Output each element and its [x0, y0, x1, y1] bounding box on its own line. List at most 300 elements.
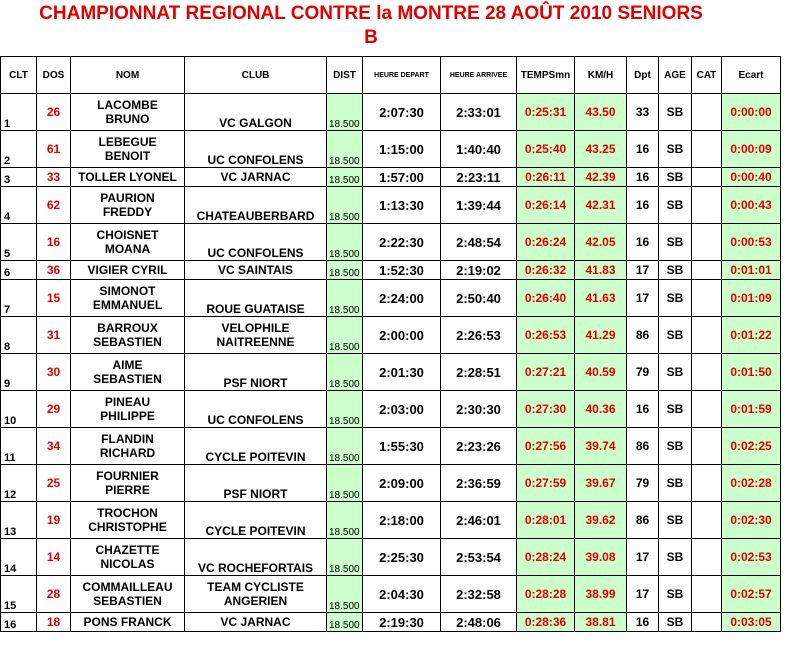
dos-value: 31: [46, 328, 61, 342]
table-row: [1, 465, 781, 502]
dpt-value: 16: [635, 142, 650, 156]
cell-age: [659, 168, 692, 187]
cell-dpt: [627, 280, 659, 317]
clt-value: 16: [4, 619, 17, 631]
table-row: [1, 317, 781, 354]
cell-dpt: [627, 576, 659, 613]
club-line1: UC CONFOLENS: [207, 246, 304, 260]
cell-dos: [37, 576, 71, 613]
age-value: SB: [666, 198, 684, 212]
dist-value: 18.500: [329, 527, 360, 538]
cell-cat: [692, 576, 722, 613]
cell-arrivee: [441, 391, 517, 428]
club-line1: ROUE GUATAISE: [206, 302, 305, 316]
dpt-value: 17: [635, 291, 650, 305]
cell-club: [185, 261, 327, 280]
cell-depart: [363, 576, 441, 613]
cell-kmh: [575, 428, 627, 465]
cell-club: [185, 168, 327, 187]
clt-value: 9: [4, 378, 11, 390]
nom-line2: PIERRE: [105, 483, 150, 497]
cell-age: [659, 187, 692, 224]
cell-ecart: [722, 354, 781, 391]
dos-value: 26: [46, 105, 61, 119]
arrivee-value: 1:40:40: [456, 141, 501, 157]
cell-club: [185, 280, 327, 317]
dos-value: 19: [46, 513, 61, 527]
cell-temps: [517, 465, 575, 502]
arrivee-value: 2:23:26: [456, 438, 501, 454]
cell-dos: [37, 465, 71, 502]
cell-dpt: [627, 539, 659, 576]
cell-age: [659, 224, 692, 261]
cell-dos: [37, 502, 71, 539]
nom-line1: COMMAILLEAU: [82, 580, 173, 594]
cell-clt: [1, 465, 37, 502]
depart-value: 2:18:00: [379, 512, 424, 528]
dpt-value: 17: [635, 263, 650, 277]
cell-cat: [692, 317, 722, 354]
club-line1: UC CONFOLENS: [207, 413, 304, 427]
cell-kmh: [575, 94, 627, 131]
cell-dpt: [627, 502, 659, 539]
depart-value: 2:07:30: [379, 104, 424, 120]
cell-dos: [37, 317, 71, 354]
nom-line2: SEBASTIEN: [93, 372, 162, 386]
cell-clt: [1, 539, 37, 576]
cell-club: [185, 317, 327, 354]
cell-kmh: [575, 613, 627, 632]
dpt-value: 16: [635, 235, 650, 249]
club-line1: VELOPHILE: [221, 321, 290, 335]
arrivee-value: 2:30:30: [456, 401, 501, 417]
cell-club: [185, 187, 327, 224]
cell-kmh: [575, 465, 627, 502]
age-value: SB: [666, 402, 684, 416]
cell-age: [659, 261, 692, 280]
cell-arrivee: [441, 576, 517, 613]
nom-line1: VIGIER CYRIL: [87, 263, 168, 277]
kmh-value: 43.50: [585, 105, 616, 119]
cell-dpt: [627, 354, 659, 391]
header-temps: TEMPSmn: [517, 57, 575, 94]
cell-club: [185, 539, 327, 576]
cell-club: [185, 613, 327, 632]
nom-line1: LACOMBE: [97, 98, 158, 112]
kmh-value: 40.36: [585, 402, 616, 416]
dist-value: 18.500: [329, 119, 360, 130]
dos-value: 62: [46, 198, 61, 212]
cell-cat: [692, 465, 722, 502]
cell-arrivee: [441, 465, 517, 502]
club-line1: VC GALGON: [219, 116, 292, 130]
clt-value: 5: [4, 248, 11, 260]
kmh-value: 41.83: [585, 263, 616, 277]
cell-age: [659, 576, 692, 613]
header-arrivee: HEURE ARRIVEE: [441, 57, 517, 94]
cell-kmh: [575, 280, 627, 317]
temps-value: 0:28:01: [524, 513, 567, 527]
cell-nom: [71, 576, 185, 613]
cell-cat: [692, 502, 722, 539]
cell-nom: [71, 465, 185, 502]
age-value: SB: [666, 587, 684, 601]
cell-dist: [327, 94, 363, 131]
cell-dist: [327, 391, 363, 428]
nom-line2: NICOLAS: [100, 557, 155, 571]
temps-value: 0:26:11: [525, 170, 566, 184]
cell-arrivee: [441, 280, 517, 317]
depart-value: 1:57:00: [379, 169, 424, 185]
age-value: SB: [666, 291, 684, 305]
cell-nom: [71, 224, 185, 261]
cell-dos: [37, 391, 71, 428]
cell-dist: [327, 613, 363, 632]
cell-dist: [327, 428, 363, 465]
cell-arrivee: [441, 317, 517, 354]
clt-value: 1: [4, 118, 11, 130]
cell-dpt: [627, 94, 659, 131]
cell-dpt: [627, 428, 659, 465]
temps-value: 0:26:53: [524, 328, 567, 342]
temps-value: 0:28:28: [524, 587, 567, 601]
cell-clt: [1, 131, 37, 168]
table-row: [1, 131, 781, 168]
dpt-value: 16: [635, 402, 650, 416]
age-value: SB: [666, 328, 684, 342]
age-value: SB: [666, 235, 684, 249]
cell-clt: [1, 576, 37, 613]
cell-clt: [1, 502, 37, 539]
cell-nom: [71, 428, 185, 465]
cell-depart: [363, 465, 441, 502]
club-line1: VC JARNAC: [220, 615, 291, 629]
dpt-value: 17: [635, 587, 650, 601]
kmh-value: 40.59: [585, 365, 616, 379]
nom-line1: PONS FRANCK: [83, 615, 172, 629]
arrivee-value: 2:32:58: [456, 586, 501, 602]
kmh-value: 38.81: [585, 615, 616, 629]
cell-temps: [517, 354, 575, 391]
ecart-value: 0:00:09: [730, 142, 772, 156]
ecart-value: 0:00:00: [730, 105, 772, 119]
clt-value: 14: [4, 563, 17, 575]
cell-kmh: [575, 168, 627, 187]
temps-value: 0:26:32: [524, 263, 567, 277]
cell-nom: [71, 280, 185, 317]
age-value: SB: [666, 105, 684, 119]
cell-temps: [517, 613, 575, 632]
cell-dos: [37, 224, 71, 261]
kmh-value: 43.25: [585, 142, 616, 156]
clt-value: 4: [4, 211, 11, 223]
dos-value: 30: [46, 365, 61, 379]
cell-temps: [517, 502, 575, 539]
cell-nom: [71, 261, 185, 280]
depart-value: 1:55:30: [379, 438, 424, 454]
dpt-value: 86: [635, 513, 650, 527]
cell-cat: [692, 261, 722, 280]
arrivee-value: 2:26:53: [456, 327, 501, 343]
club-line1: CYCLE POITEVIN: [205, 524, 306, 538]
page-title: [0, 0, 742, 52]
cell-clt: [1, 224, 37, 261]
dist-value: 18.500: [329, 175, 360, 186]
kmh-value: 42.39: [585, 170, 616, 184]
dist-value: 18.500: [329, 453, 360, 464]
arrivee-value: 2:33:01: [456, 104, 501, 120]
temps-value: 0:25:40: [524, 142, 567, 156]
cell-dos: [37, 261, 71, 280]
dist-value: 18.500: [329, 342, 360, 353]
clt-value: 6: [4, 267, 11, 279]
cell-dos: [37, 94, 71, 131]
cell-dist: [327, 131, 363, 168]
cell-depart: [363, 187, 441, 224]
cell-cat: [692, 187, 722, 224]
cell-temps: [517, 391, 575, 428]
kmh-value: 42.05: [585, 235, 616, 249]
clt-value: 13: [4, 526, 17, 538]
dos-value: 29: [46, 402, 61, 416]
table-row: [1, 354, 781, 391]
nom-line2: SEBASTIEN: [93, 594, 162, 608]
cell-temps: [517, 168, 575, 187]
table-row: [1, 539, 781, 576]
cell-temps: [517, 317, 575, 354]
dist-value: 18.500: [329, 564, 360, 575]
cell-kmh: [575, 576, 627, 613]
arrivee-value: 1:39:44: [456, 197, 501, 213]
cell-dos: [37, 131, 71, 168]
header-club: CLUB: [185, 57, 327, 94]
dos-value: 15: [46, 291, 61, 305]
clt-value: 11: [4, 452, 16, 464]
nom-line2: CHRISTOPHE: [88, 520, 167, 534]
dos-value: 28: [46, 587, 61, 601]
cell-dos: [37, 168, 71, 187]
cell-club: [185, 94, 327, 131]
cell-nom: [71, 613, 185, 632]
cell-depart: [363, 428, 441, 465]
club-line1: VC JARNAC: [220, 170, 291, 184]
cell-dist: [327, 168, 363, 187]
cell-kmh: [575, 131, 627, 168]
cell-dist: [327, 576, 363, 613]
nom-line1: FLANDIN: [101, 432, 154, 446]
club-line1: CHATEAUBERBARD: [196, 209, 315, 223]
cell-age: [659, 613, 692, 632]
cell-kmh: [575, 539, 627, 576]
header-dist: DIST: [327, 57, 363, 94]
nom-line2: EMMANUEL: [92, 298, 163, 312]
clt-value: 15: [4, 600, 17, 612]
table-row: [1, 428, 781, 465]
header-row: [1, 57, 781, 94]
cell-dist: [327, 317, 363, 354]
header-kmh: KM/H: [575, 57, 627, 94]
kmh-value: 39.67: [585, 476, 616, 490]
clt-value: 8: [4, 341, 11, 353]
table-row: [1, 168, 781, 187]
dpt-value: 16: [635, 170, 650, 184]
cell-dist: [327, 224, 363, 261]
depart-value: 2:03:00: [379, 401, 424, 417]
cell-ecart: [722, 465, 781, 502]
nom-line1: FOURNIER: [96, 469, 159, 483]
cell-arrivee: [441, 354, 517, 391]
table-row: [1, 261, 781, 280]
age-value: SB: [666, 263, 684, 277]
nom-line1: TROCHON: [97, 506, 158, 520]
title-line2: B: [364, 27, 378, 48]
dist-value: 18.500: [329, 379, 360, 390]
cell-temps: [517, 280, 575, 317]
cell-dos: [37, 539, 71, 576]
ecart-value: 0:02:25: [730, 439, 772, 453]
club-line1: PSF NIORT: [223, 487, 288, 501]
table-row: [1, 280, 781, 317]
nom-line2: BENOIT: [104, 149, 151, 163]
depart-value: 2:01:30: [379, 364, 424, 380]
nom-line2: FREDDY: [102, 205, 153, 219]
arrivee-value: 2:48:06: [456, 614, 501, 630]
cell-clt: [1, 428, 37, 465]
depart-value: 2:09:00: [379, 475, 424, 491]
dist-value: 18.500: [329, 490, 360, 501]
nom-line1: AIME: [112, 358, 143, 372]
ecart-value: 0:01:22: [730, 328, 772, 342]
cell-clt: [1, 187, 37, 224]
cell-ecart: [722, 391, 781, 428]
club-line1: UC CONFOLENS: [207, 153, 304, 167]
club-line1: CYCLE POITEVIN: [205, 450, 306, 464]
dpt-value: 86: [635, 328, 650, 342]
cell-clt: [1, 94, 37, 131]
depart-value: 2:04:30: [379, 586, 424, 602]
arrivee-value: 2:46:01: [456, 512, 501, 528]
cell-club: [185, 224, 327, 261]
temps-value: 0:28:24: [524, 550, 567, 564]
cell-clt: [1, 280, 37, 317]
cell-kmh: [575, 317, 627, 354]
cell-nom: [71, 317, 185, 354]
cell-temps: [517, 224, 575, 261]
cell-clt: [1, 168, 37, 187]
age-value: SB: [666, 615, 684, 629]
cell-age: [659, 391, 692, 428]
ecart-value: 0:02:53: [730, 550, 772, 564]
cell-clt: [1, 354, 37, 391]
cell-dpt: [627, 465, 659, 502]
kmh-value: 41.63: [585, 291, 616, 305]
cell-ecart: [722, 502, 781, 539]
cell-cat: [692, 391, 722, 428]
dist-value: 18.500: [329, 268, 360, 279]
kmh-value: 41.29: [585, 328, 616, 342]
title-line1: CHAMPIONNAT REGIONAL CONTRE la MONTRE 28 AOÛT 2010 SENIORS: [39, 3, 703, 24]
temps-value: 0:26:40: [524, 291, 567, 305]
dist-value: 18.500: [329, 620, 360, 631]
ecart-value: 0:01:50: [730, 365, 772, 379]
cell-dist: [327, 261, 363, 280]
cell-cat: [692, 131, 722, 168]
cell-kmh: [575, 502, 627, 539]
ecart-value: 0:02:30: [730, 513, 772, 527]
nom-line1: LEBEGUE: [98, 135, 157, 149]
nom-line1: CHOISNET: [96, 228, 159, 242]
temps-value: 0:27:56: [524, 439, 567, 453]
cell-dpt: [627, 317, 659, 354]
cell-dist: [327, 539, 363, 576]
temps-value: 0:27:21: [524, 365, 567, 379]
cell-dpt: [627, 261, 659, 280]
club-line1: VC SAINTAIS: [217, 263, 294, 277]
cell-age: [659, 317, 692, 354]
clt-value: 7: [4, 304, 11, 316]
cell-cat: [692, 613, 722, 632]
depart-value: 2:24:00: [379, 290, 424, 306]
kmh-value: 42.31: [585, 198, 616, 212]
nom-line1: TOLLER LYONEL: [78, 170, 177, 184]
cell-ecart: [722, 317, 781, 354]
cell-club: [185, 576, 327, 613]
age-value: SB: [666, 142, 684, 156]
cell-dist: [327, 465, 363, 502]
dpt-value: 16: [635, 198, 650, 212]
cell-depart: [363, 613, 441, 632]
cell-nom: [71, 539, 185, 576]
temps-value: 0:26:14: [524, 198, 567, 212]
dos-value: 34: [46, 439, 61, 453]
cell-ecart: [722, 613, 781, 632]
ecart-value: 0:00:43: [730, 198, 772, 212]
depart-value: 2:25:30: [379, 549, 424, 565]
temps-value: 0:28:36: [524, 615, 567, 629]
cell-depart: [363, 539, 441, 576]
cell-ecart: [722, 224, 781, 261]
club-line2: NAITREENNE: [216, 335, 295, 349]
cell-kmh: [575, 224, 627, 261]
cell-arrivee: [441, 613, 517, 632]
dist-value: 18.500: [329, 601, 360, 612]
cell-kmh: [575, 261, 627, 280]
cell-arrivee: [441, 428, 517, 465]
results-table: [0, 56, 781, 632]
cell-kmh: [575, 187, 627, 224]
cell-depart: [363, 224, 441, 261]
dos-value: 18: [46, 615, 61, 629]
cell-arrivee: [441, 539, 517, 576]
cell-nom: [71, 187, 185, 224]
clt-value: 12: [4, 489, 17, 501]
age-value: SB: [666, 513, 684, 527]
arrivee-value: 2:48:54: [456, 234, 501, 250]
cell-club: [185, 428, 327, 465]
cell-age: [659, 131, 692, 168]
arrivee-value: 2:36:59: [456, 475, 501, 491]
header-clt: CLT: [1, 57, 37, 94]
nom-line1: CHAZETTE: [95, 543, 160, 557]
cell-club: [185, 502, 327, 539]
cell-age: [659, 539, 692, 576]
cell-arrivee: [441, 502, 517, 539]
cell-age: [659, 502, 692, 539]
clt-value: 10: [4, 415, 17, 427]
dpt-value: 79: [635, 476, 650, 490]
dpt-value: 86: [635, 439, 650, 453]
cell-arrivee: [441, 131, 517, 168]
